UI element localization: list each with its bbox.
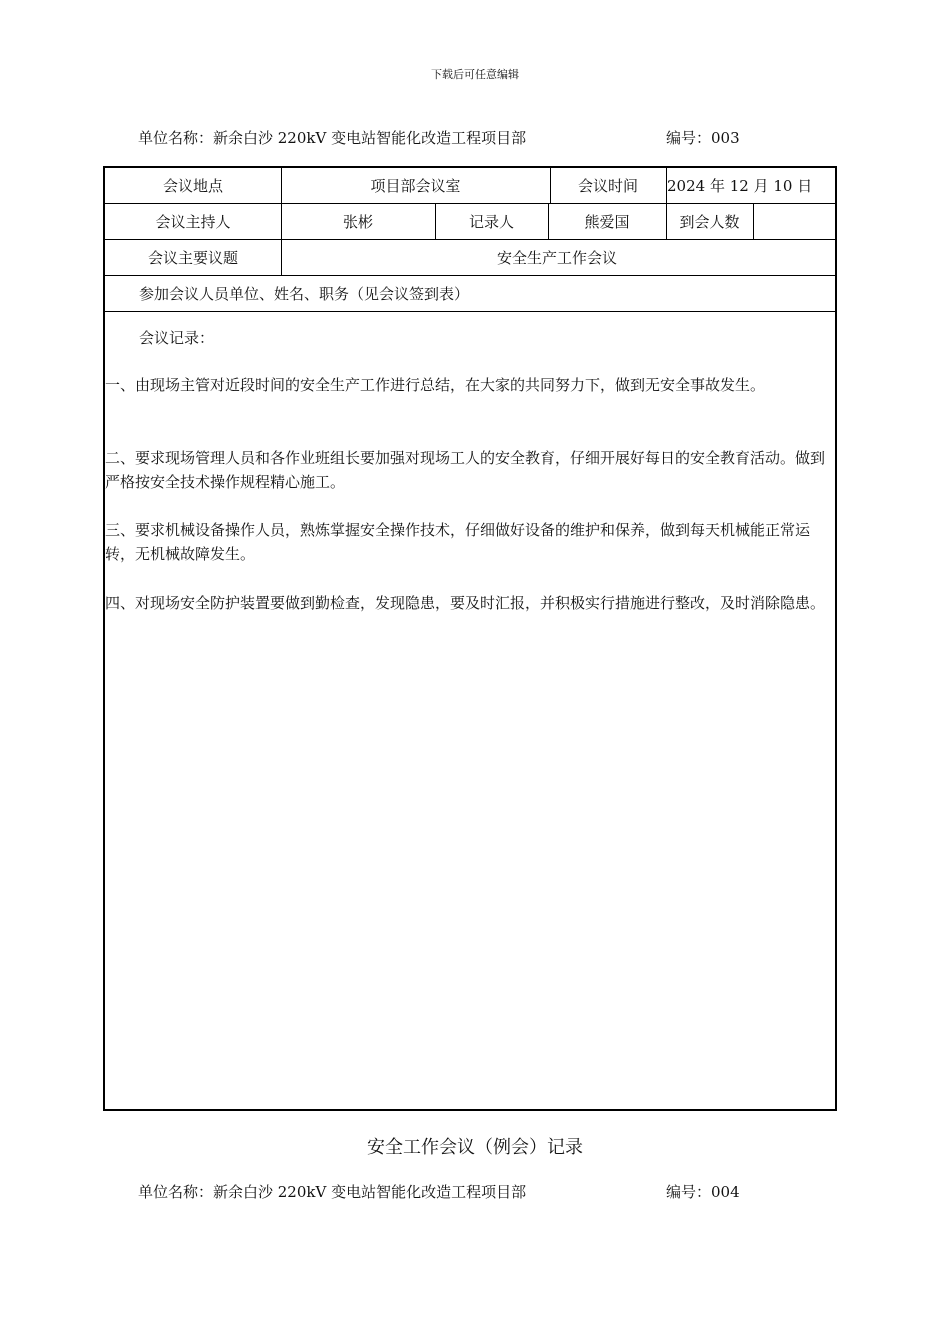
participants-note: 参加会议人员单位、姓名、职务（见会议签到表） <box>139 284 470 303</box>
download-note: 下载后可任意编辑 <box>431 68 519 81</box>
record-number: 编号：003 <box>666 129 740 147</box>
time-label: 会议时间 <box>577 177 638 195</box>
attendance-value <box>753 203 833 239</box>
time-value: 2024 年 12 月 10 日 <box>667 177 813 195</box>
attendance-label: 到会人数 <box>679 212 740 231</box>
unit-name: 单位名称：新余白沙 220kV 变电站智能化改造工程项目部 <box>138 129 527 147</box>
record-number-2: 编号：004 <box>666 1183 740 1201</box>
record-item: 三、要求机械设备操作人员，熟炼掌握安全操作技术，仔细做好设备的维护和保养，做到每天机械能正常运转，无机械故障发生。 <box>105 521 811 563</box>
second-record-title: 安全工作会议（例会）记录 <box>367 1137 583 1158</box>
recorder-value: 熊爱国 <box>584 212 630 231</box>
record-item: 一、由现场主管对近段时间的安全生产工作进行总结，在大家的共同努力下，做到无安全事故发生。 <box>105 376 766 394</box>
host-value: 张彬 <box>342 212 373 231</box>
row-divider <box>105 311 835 312</box>
topic-label: 会议主要议题 <box>147 248 238 267</box>
record-heading: 会议记录： <box>139 329 215 347</box>
recorder-label: 记录人 <box>468 212 514 231</box>
host-label: 会议主持人 <box>155 212 231 231</box>
location-label: 会议地点 <box>162 177 223 195</box>
location-value: 项目部会议室 <box>370 177 461 195</box>
record-item: 四、对现场安全防护装置要做到勤检查，发现隐患，要及时汇报，并积极实行措施进行整改，及时消除隐患。 <box>105 594 826 612</box>
topic-value: 安全生产工作会议 <box>496 248 617 267</box>
unit-name-2: 单位名称：新余白沙 220kV 变电站智能化改造工程项目部 <box>138 1183 527 1201</box>
meeting-record-table <box>103 166 837 1111</box>
record-item: 二、要求现场管理人员和各作业班组长要加强对现场工人的安全教育，仔细开展好每日的安全教育活动。做到严格按安全技术操作规程精心施工。 <box>105 449 826 491</box>
